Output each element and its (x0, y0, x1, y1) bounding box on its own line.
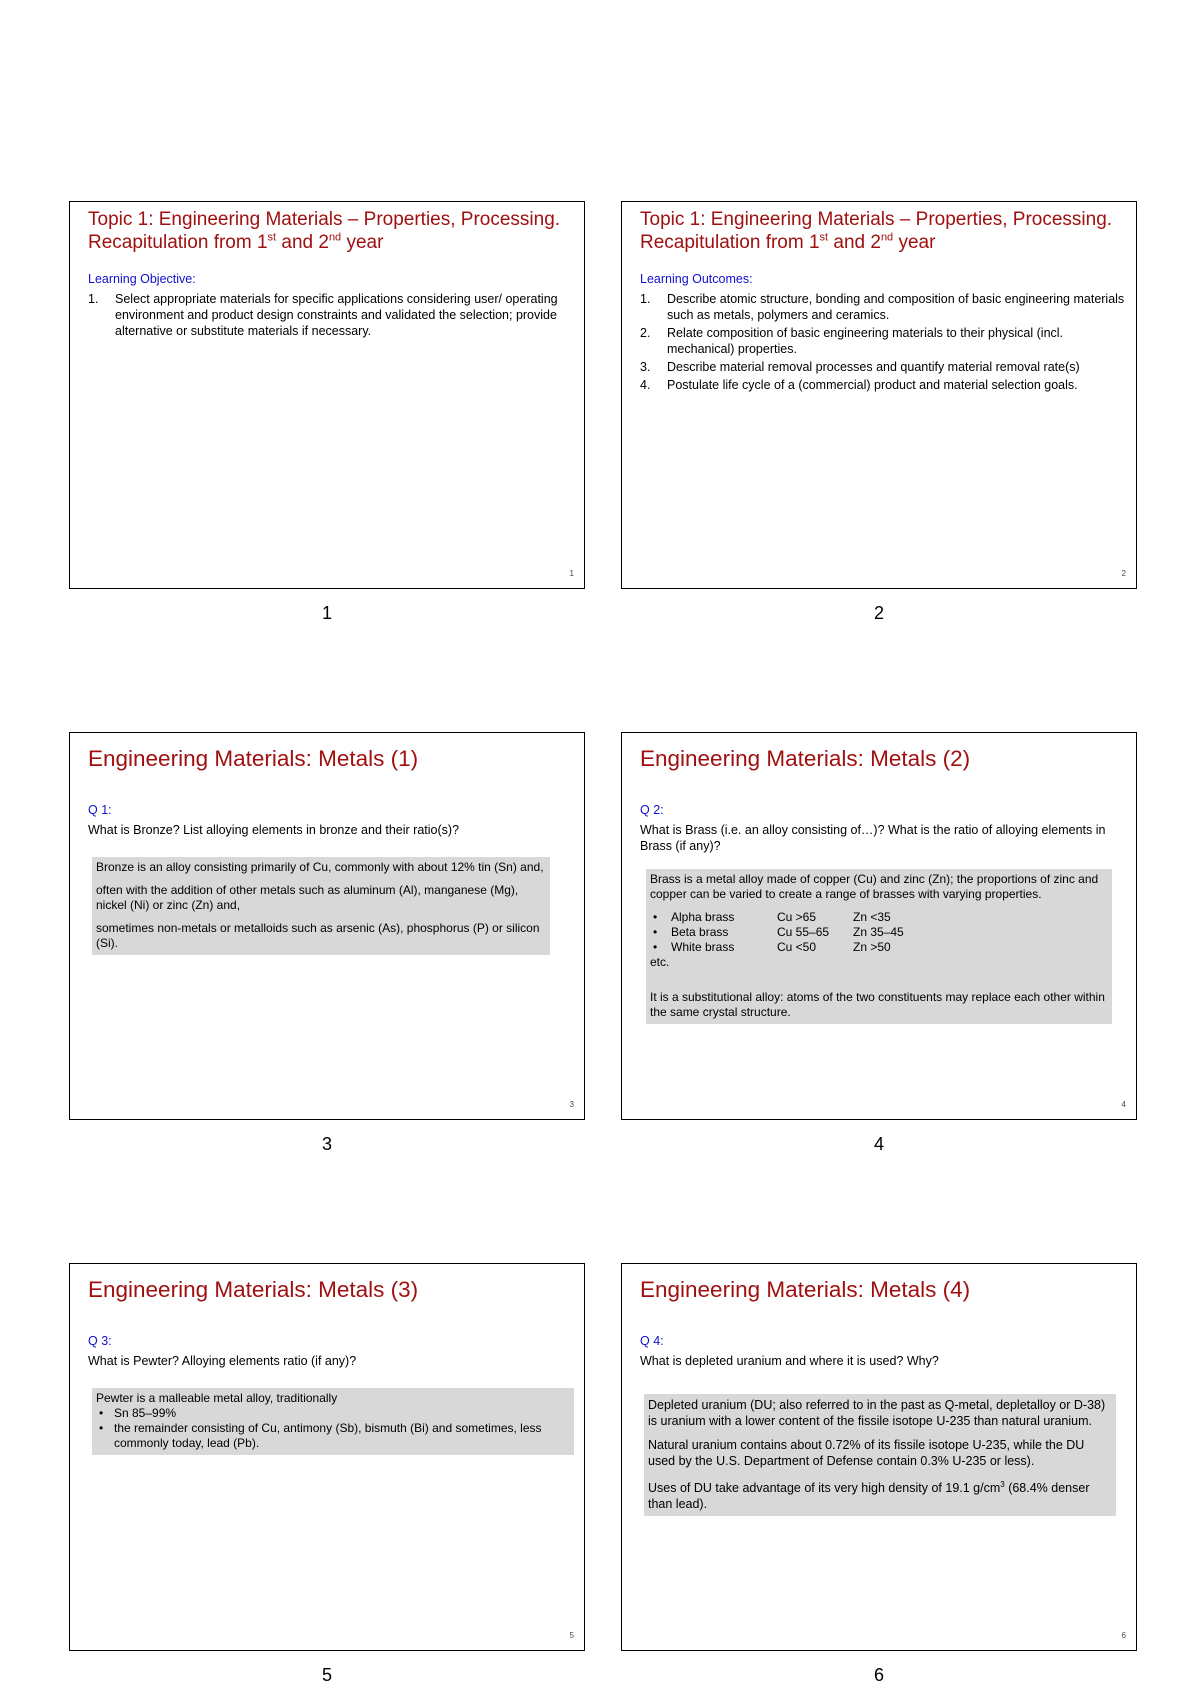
slide-title: Topic 1: Engineering Materials – Properties, Processing. Recapitulation from 1st and 2nd year (88, 209, 561, 253)
slide-page-number: 1 (569, 569, 574, 578)
question-text: What is Pewter? Alloying elements ratio (if any)? (88, 1354, 357, 1368)
question-text: What is Bronze? List alloying elements in bronze and their ratio(s)? (88, 823, 460, 837)
slide-page-number: 6 (1121, 1631, 1126, 1640)
question-number: Q 2: (640, 803, 664, 817)
learning-objective-heading: Learning Objective: (88, 272, 196, 286)
list-item: 1. Describe atomic structure, bonding and composition of basic engineering materials such as metals, polymers and ceramics. (640, 292, 1125, 322)
slide-title: Engineering Materials: Metals (4) (640, 1277, 971, 1302)
question-number: Q 4: (640, 1334, 664, 1348)
slide-3 (69, 732, 585, 1120)
list-item: • the remainder consisting of Cu, antimony (Sb), bismuth (Bi) and sometimes, less commonly today, lead (Pb). (99, 1421, 542, 1450)
question-number: Q 3: (88, 1334, 112, 1348)
slide-2 (621, 201, 1137, 589)
slide-page-number: 3 (569, 1100, 574, 1109)
slide-page-number: 2 (1121, 569, 1126, 578)
brass-types-table (650, 910, 904, 955)
list-item: 2. Relate composition of basic engineering materials to their physical (incl. mechanical) properties. (640, 326, 1064, 356)
slide-1 (69, 201, 585, 589)
slide-caption: 2 (873, 603, 884, 623)
list-item: 4. Postulate life cycle of a (commercial) product and material selection goals. (640, 378, 1078, 392)
slide-title: Engineering Materials: Metals (3) (88, 1277, 419, 1302)
slide-caption: 3 (321, 1134, 332, 1154)
list-item: 1. Select appropriate materials for specific applications considering user/ operating environment and product design constraints and validated the selection; provide alternative or substitute materials if necessary. (88, 292, 558, 338)
slide-page-number: 4 (1121, 1100, 1126, 1109)
answer-paragraph: Natural uranium contains about 0.72% of its fissile isotope U-235, while the DU used by the U.S. Department of Defense contain 0.3% U-235 or less). (648, 1438, 1085, 1468)
question-number: Q 1: (88, 803, 112, 817)
list-item: • Sn 85–99% (99, 1406, 177, 1420)
answer-bullets (96, 1406, 570, 1451)
outcomes-list (640, 291, 1130, 395)
slide-caption: 5 (321, 1665, 332, 1685)
answer-paragraph: Brass is a metal alloy made of copper (Cu) and zinc (Zn); the proportions of zinc and copper can be varied to create a range of brasses with varying properties. (650, 872, 1099, 901)
slide-caption: 4 (873, 1134, 884, 1154)
answer-paragraph: Uses of DU take advantage of its very high density of 19.1 $g/cm^3$ (68.4% denser than lead). (648, 1480, 1090, 1512)
slide-5 (69, 1263, 585, 1651)
brass-row: • Beta brass Cu 55–65 Zn 35–45 (653, 925, 904, 939)
slide-page-number: 5 (569, 1631, 574, 1640)
list-item: 3. Describe material removal processes and quantify material removal rate(s) (640, 360, 1080, 374)
answer-box (92, 1388, 574, 1455)
slide-caption: 1 (321, 603, 332, 623)
slide-title: Engineering Materials: Metals (1) (88, 746, 419, 771)
slide-4 (621, 732, 1137, 1120)
answer-paragraph: Bronze is an alloy consisting primarily of Cu, commonly with about 12% tin (Sn) and, (96, 860, 544, 874)
answer-paragraph: sometimes non-metals or metalloids such as arsenic (As), phosphorus (P) or silicon (Si). (96, 921, 540, 950)
question-text: What is Brass (i.e. an alloy consisting of…)? What is the ratio of alloying elements in Brass (if any)? (640, 823, 1106, 853)
answer-box (644, 1394, 1116, 1516)
answer-paragraph: often with the addition of other metals such as aluminum (Al), manganese (Mg), nickel (Ni) or zinc (Zn) and, (96, 883, 519, 912)
brass-row: • White brass Cu <50 Zn >50 (653, 940, 891, 954)
answer-paragraph: Depleted uranium (DU; also referred to in the past as Q-metal, depletalloy or D-38) is uranium with a lower content of the fissile isotope U-235 than natural uranium. (648, 1398, 1106, 1428)
slide-title: Engineering Materials: Metals (2) (640, 746, 971, 771)
question-text: What is depleted uranium and where it is used? Why? (640, 1354, 939, 1368)
slide-6 (621, 1263, 1137, 1651)
slide-title: Topic 1: Engineering Materials – Properties, Processing. Recapitulation from 1st and 2nd year (640, 209, 1113, 253)
answer-paragraph: It is a substitutional alloy: atoms of the two constituents may replace each other within the same crystal structure. (650, 990, 1105, 1019)
slide-caption: 6 (873, 1665, 884, 1685)
brass-row: • Alpha brass Cu >65 Zn <35 (653, 910, 891, 924)
answer-box (646, 869, 1112, 1024)
objective-list (88, 291, 578, 341)
answer-etc: etc. (650, 955, 670, 969)
answer-box (92, 857, 550, 955)
answer-intro: Pewter is a malleable metal alloy, traditionally (96, 1391, 338, 1405)
learning-outcomes-heading: Learning Outcomes: (640, 272, 753, 286)
